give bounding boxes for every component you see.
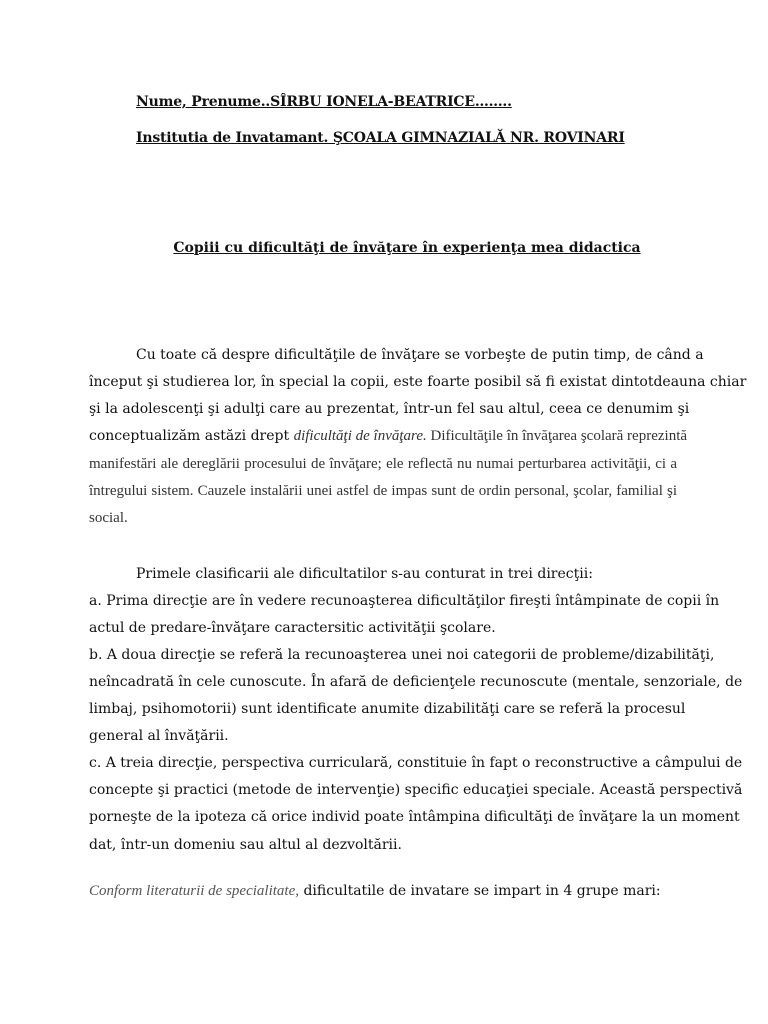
list-item-c-cont: concepte şi practici (metode de intervenţie) specific educaţiei speciale. Această perspectivă — [89, 782, 743, 798]
list-item-c: c. A treia direcţie, perspectiva curriculară, constituie în fapt o reconstructive a câmpului de — [89, 755, 743, 771]
text-span: dificultatile de invatare se impart in 4 grupe mari: — [299, 883, 661, 899]
institution-line: Institutia de Invatamant. ŞCOALA GIMNAZIALĂ NR. ROVINARI — [136, 130, 625, 146]
list-item-b-cont: neîncadrată în cele cunoscute. În afară de deficienţele recunoscute (mentale, senzoriale, de — [89, 674, 743, 690]
text-span: conceptualizăm astăzi drept — [89, 428, 294, 444]
list-item-c-cont: dat, într-un domeniu sau altul al dezvoltării. — [89, 837, 402, 853]
list-item-b-cont: general al învăţării. — [89, 728, 229, 744]
conform-line — [89, 882, 677, 900]
text-span: Dificultăţile în învăţarea şcolară reprezintă — [426, 428, 688, 444]
text-line — [89, 427, 688, 445]
text-line: social. — [89, 510, 128, 526]
list-item-a: a. Prima direcţie are în vedere recunoaşterea dificultăţilor fireşti întâmpinate de copii în — [89, 593, 720, 609]
list-item-c-cont: porneşte de la ipoteza că orice individ poate întâmpina dificultăţi de învăţare la un moment — [89, 809, 740, 825]
author-name-line: Nume, Prenume..SÎRBU IONELA-BEATRICE…….. — [136, 94, 512, 110]
section-intro: Primele clasificarii ale dificultatilor s-au conturat in trei direcţii: — [136, 566, 593, 582]
list-item-b-cont: limbaj, psihomotorii) sunt identificate anumite dizabilităţi care se referă la procesul — [89, 701, 686, 717]
list-item-a-cont: actul de predare-învăţare caractersitic activităţii şcolare. — [89, 620, 496, 636]
text-line: manifestări ale dereglării procesului de învăţare; ele reflectă nu numai perturbarea activităţii, ci a — [89, 456, 677, 472]
text-line: început şi studierea lor, în special la copii, este foarte posibil să fi existat dintotdeauna chiar — [89, 374, 747, 390]
text-line: Cu toate că despre dificultăţile de învăţare se vorbeşte de putin timp, de când a — [136, 347, 704, 363]
text-line: şi la adolescenţi şi adulţi care au prezentat, într-un fel sau altul, ceea ce denumim şi — [89, 401, 690, 417]
list-item-b: b. A doua direcţie se referă la recunoaşterea unei noi categorii de probleme/dizabilităţi, — [89, 647, 715, 663]
italic-term: Conform literaturii de specialitate, — [89, 883, 299, 899]
text-line: întregului sistem. Cauzele instalării unei astfel de impas sunt de ordin personal, şcolar, familial şi — [89, 483, 677, 499]
italic-term: dificultăţi de învăţare. — [293, 428, 427, 444]
document-title: Copiii cu dificultăţi de învăţare în experienţa mea didactica — [173, 240, 641, 256]
